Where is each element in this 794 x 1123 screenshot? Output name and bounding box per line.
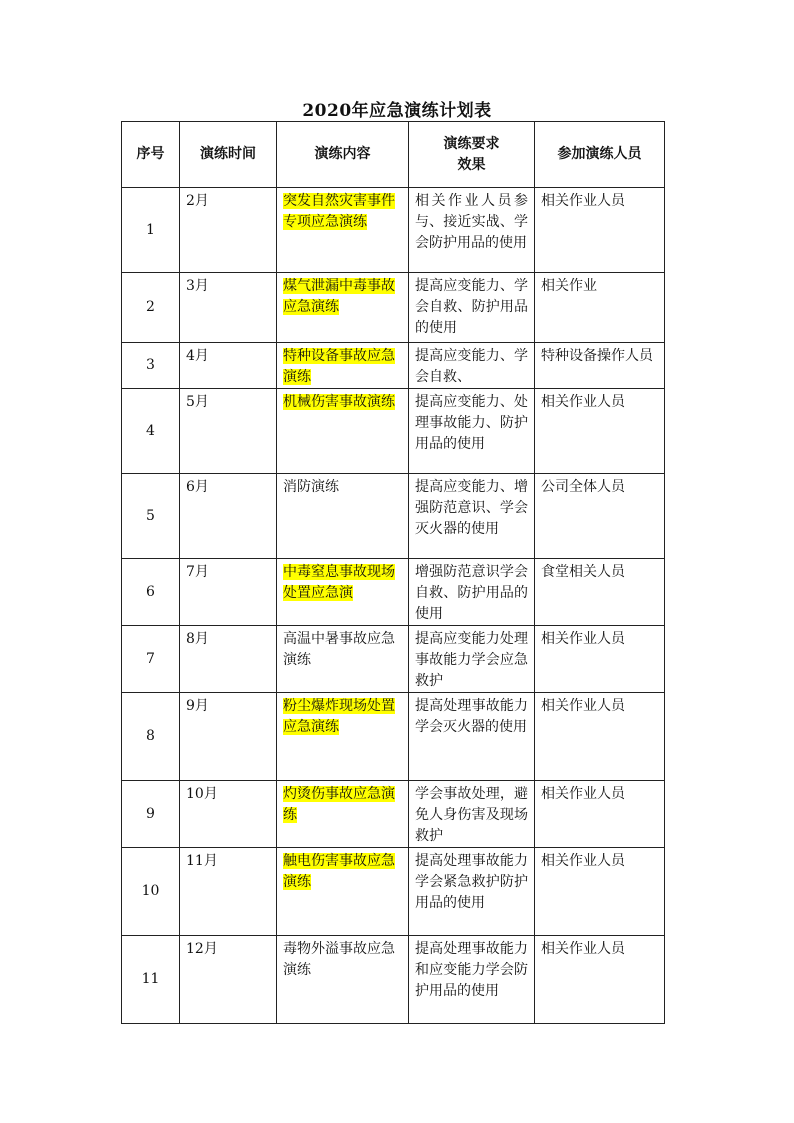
row-seq: 9 [122, 781, 180, 848]
row-time: 3月 [180, 273, 277, 343]
row-content-cell [277, 693, 409, 781]
header-seq: 序号 [122, 122, 180, 188]
drill-plan-table [121, 121, 665, 1024]
table-row [122, 474, 665, 559]
header-participants: 参加演练人员 [535, 122, 665, 188]
row-seq: 7 [122, 626, 180, 693]
row-participants: 相关作业人员 [535, 626, 665, 693]
row-content-cell [277, 626, 409, 693]
row-requirement: 提高处理事故能力和应变能力学会防护用品的使用 [409, 936, 535, 1024]
row-time: 11月 [180, 848, 277, 936]
header-requirement-line2: 效果 [457, 156, 486, 173]
row-time: 8月 [180, 626, 277, 693]
row-participants: 相关作业人员 [535, 936, 665, 1024]
row-time: 2月 [180, 188, 277, 273]
table-header [122, 122, 665, 188]
row-requirement: 提高处理事故能力学会紧急救护防护用品的使用 [409, 848, 535, 936]
row-participants: 食堂相关人员 [535, 559, 665, 626]
row-participants: 相关作业人员 [535, 389, 665, 474]
table-row [122, 389, 665, 474]
row-content-cell [277, 389, 409, 474]
row-seq: 1 [122, 188, 180, 273]
row-content: 触电伤害事故应急演练 [283, 853, 395, 890]
row-time: 5月 [180, 389, 277, 474]
header-requirement-line1: 演练要求 [443, 135, 500, 152]
table-row [122, 188, 665, 273]
row-content-cell [277, 343, 409, 389]
row-content-cell [277, 559, 409, 626]
row-content: 高温中暑事故应急演练 [283, 631, 395, 668]
row-seq: 3 [122, 343, 180, 389]
row-content: 灼烫伤事故应急演练 [283, 786, 395, 823]
table-row [122, 936, 665, 1024]
table-row [122, 781, 665, 848]
row-content: 机械伤害事故演练 [283, 394, 395, 410]
row-content-cell [277, 188, 409, 273]
row-participants: 相关作业人员 [535, 693, 665, 781]
row-seq: 6 [122, 559, 180, 626]
row-requirement: 学会事故处理，避免人身伤害及现场救护 [409, 781, 535, 848]
header-row [122, 122, 665, 188]
row-time: 7月 [180, 559, 277, 626]
row-content-cell [277, 474, 409, 559]
row-participants: 特种设备操作人员 [535, 343, 665, 389]
row-content: 毒物外溢事故应急演练 [283, 941, 395, 978]
row-content: 粉尘爆炸现场处置应急演练 [283, 698, 395, 735]
row-content: 突发自然灾害事件专项应急演练 [283, 193, 395, 230]
row-requirement: 提高应变能力、处理事故能力、防护用品的使用 [409, 389, 535, 474]
row-requirement: 提高应变能力、学会自救、防护用品的使用 [409, 273, 535, 343]
row-requirement: 提高应变能力、增强防范意识、学会灭火器的使用 [409, 474, 535, 559]
row-content-cell [277, 781, 409, 848]
row-requirement: 提高处理事故能力学会灭火器的使用 [409, 693, 535, 781]
table-row [122, 343, 665, 389]
row-time: 6月 [180, 474, 277, 559]
row-time: 12月 [180, 936, 277, 1024]
row-seq: 8 [122, 693, 180, 781]
row-time: 9月 [180, 693, 277, 781]
row-requirement: 提高应变能力、学会自救、 [409, 343, 535, 389]
header-requirement [409, 122, 535, 188]
row-requirement: 相关作业人员参与、接近实战、学会防护用品的使用 [409, 188, 535, 273]
table-row [122, 559, 665, 626]
row-time: 4月 [180, 343, 277, 389]
table-row [122, 693, 665, 781]
row-content: 煤气泄漏中毒事故应急演练 [283, 278, 395, 315]
row-participants: 相关作业人员 [535, 781, 665, 848]
table-row [122, 626, 665, 693]
header-time: 演练时间 [180, 122, 277, 188]
row-seq: 2 [122, 273, 180, 343]
row-requirement: 增强防范意识学会自救、防护用品的使用 [409, 559, 535, 626]
row-seq: 5 [122, 474, 180, 559]
row-content: 消防演练 [283, 479, 339, 495]
header-content: 演练内容 [277, 122, 409, 188]
row-requirement: 提高应变能力处理事故能力学会应急救护 [409, 626, 535, 693]
table-row [122, 848, 665, 936]
row-time: 10月 [180, 781, 277, 848]
row-seq: 11 [122, 936, 180, 1024]
table-row [122, 273, 665, 343]
page-title: 2020年应急演练计划表 [302, 101, 492, 121]
row-seq: 10 [122, 848, 180, 936]
table-body [122, 188, 665, 1024]
row-content-cell [277, 273, 409, 343]
row-participants: 相关作业 [535, 273, 665, 343]
row-content: 特种设备事故应急演练 [283, 348, 395, 385]
row-seq: 4 [122, 389, 180, 474]
row-content-cell [277, 848, 409, 936]
row-participants: 公司全体人员 [535, 474, 665, 559]
row-participants: 相关作业人员 [535, 848, 665, 936]
row-content-cell [277, 936, 409, 1024]
row-content: 中毒窒息事故现场处置应急演 [283, 564, 395, 601]
row-participants: 相关作业人员 [535, 188, 665, 273]
